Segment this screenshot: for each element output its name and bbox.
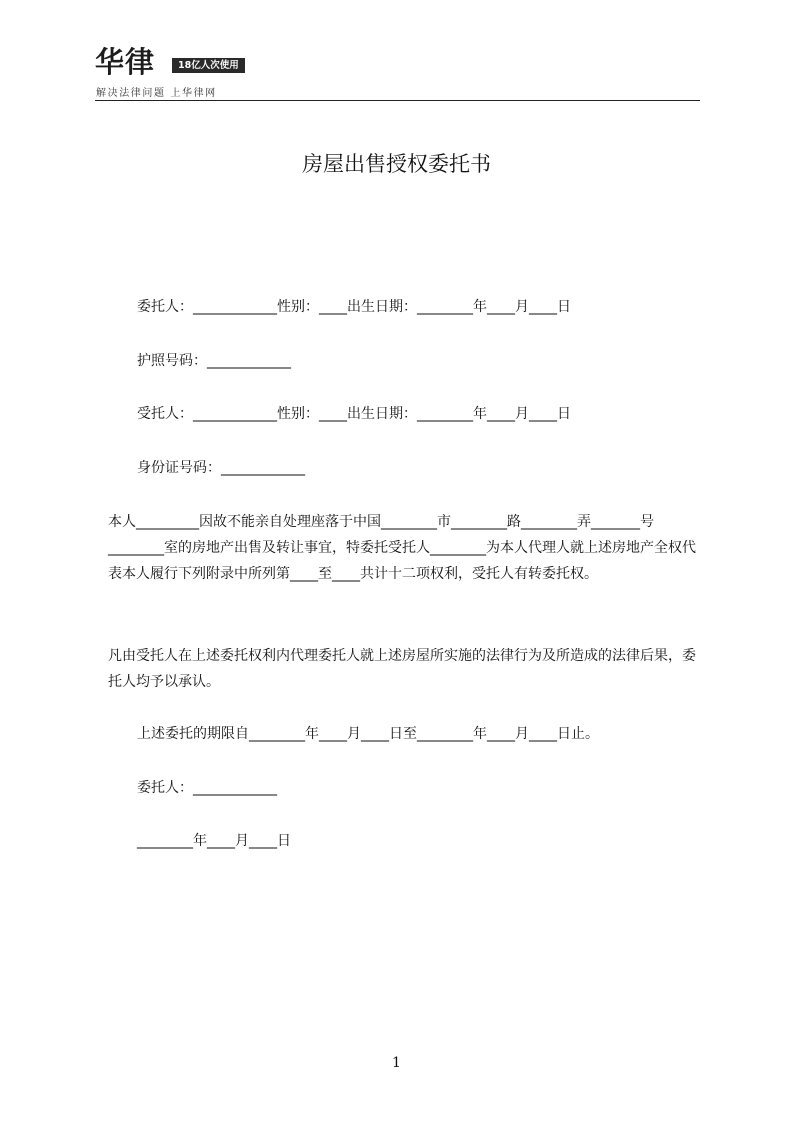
id-number-line: 身份证号码：____________ <box>137 460 305 476</box>
passport-line: 护照号码：____________ <box>137 353 291 369</box>
logo-text: 华律 <box>95 45 156 79</box>
logo-badge: 18亿人次使用 <box>172 58 245 73</box>
authorization-paragraph: 本人_________因故不能亲自处理座落于中国________市________路________弄_______号________室的房地产出售及转让事宜，特委托受托人________为本人代理人就上述房地产全权代表本人履行下列附录中所列第____至____共计十二项权利，受托人有转委托权。 <box>108 514 696 582</box>
term-line: 上述委托的期限自________年____月____日至________年____月____日止。 <box>137 726 599 742</box>
logo-slogan: 解决法律问题 上华律网 <box>96 88 217 99</box>
document-title: 房屋出售授权委托书 <box>302 152 491 176</box>
page-number: 1 <box>392 1055 401 1071</box>
signature-line: 委托人：____________ <box>137 780 277 796</box>
agent-line: 受托人：____________性别：____出生日期：________年____月____日 <box>137 406 571 422</box>
site-logo <box>95 44 275 100</box>
header-divider <box>95 100 700 101</box>
liability-paragraph: 凡由受托人在上述委托权利内代理委托人就上述房屋所实施的法律行为及所造成的法律后果，委托人均予以承认。 <box>108 648 696 690</box>
date-line: ________年____月____日 <box>137 833 291 849</box>
principal-line: 委托人：____________性别：____出生日期：________年____月____日 <box>137 299 571 315</box>
